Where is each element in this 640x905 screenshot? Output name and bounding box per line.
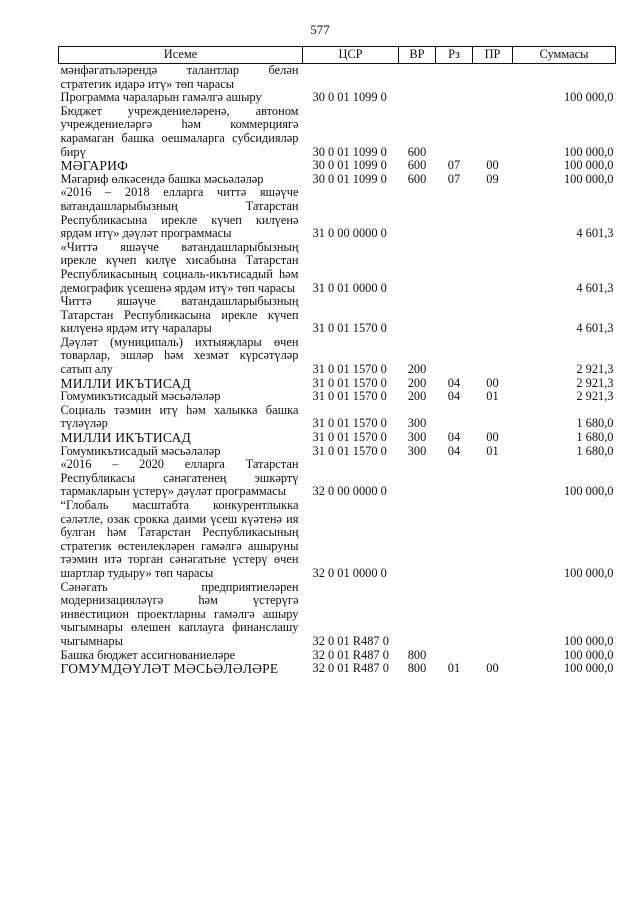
cell-rz: 04 — [447, 389, 461, 404]
cell-pr — [473, 64, 513, 92]
table-header — [59, 47, 616, 64]
cell-pr: 00 — [486, 430, 499, 445]
cell-vr — [399, 91, 436, 105]
cell-pr — [473, 458, 513, 499]
header-vr: ВР — [399, 47, 436, 64]
cell-pr — [473, 241, 513, 295]
table-row — [59, 445, 616, 459]
cell-vr: 600 — [407, 158, 427, 173]
cell-name: «2016 – 2020 елларга Татарстан Республикасы сәнәгатенең эшкәртү тармакларын үстерү» дәүләт программасы — [60, 457, 299, 499]
cell-sum: 4 601,3 — [576, 321, 614, 336]
cell-sum: 100 000,0 — [563, 484, 614, 499]
cell-rz — [436, 649, 473, 663]
cell-name: Бюджет учреждениеләренә, автоном учреждениеләргә һәм коммерциягә карамаган башка оешмаларга субсидияләр бирү — [60, 103, 299, 159]
cell-vr — [399, 458, 436, 499]
cell-rz — [436, 336, 473, 377]
cell-rz: 01 — [447, 661, 461, 676]
cell-rz: 07 — [447, 158, 461, 173]
cell-rz: 04 — [447, 443, 461, 458]
budget-table — [58, 46, 616, 676]
cell-sum: 100 000,0 — [563, 144, 614, 159]
cell-rz: 07 — [447, 171, 461, 186]
cell-rz — [436, 186, 473, 240]
table-row — [59, 295, 616, 336]
cell-sum: 100 000,0 — [563, 633, 614, 648]
cell-rz — [436, 581, 473, 649]
table-row — [59, 336, 616, 377]
cell-sum: 1 680,0 — [576, 430, 614, 445]
cell-name: Гомумикътисадый мәсьәләләр — [60, 443, 221, 458]
cell-rz: 04 — [447, 375, 461, 390]
cell-csr: 31 0 01 1570 0 — [312, 443, 387, 458]
cell-csr: 31 0 01 1570 0 — [312, 416, 387, 431]
cell-csr: 31 0 01 1570 0 — [312, 362, 387, 377]
cell-sum: 1 680,0 — [576, 443, 614, 458]
cell-name: Читтә яшәүче ватандашларыбызның Татарстан Республикасына ирекле күчеп килүенә ярдәм итү чаралары — [60, 294, 299, 336]
cell-csr: 31 0 01 1570 0 — [312, 389, 387, 404]
cell-csr: 31 0 01 1570 0 — [312, 430, 387, 445]
cell-sum: 100 000,0 — [563, 171, 614, 186]
cell-sum: 100 000,0 — [563, 647, 614, 662]
cell-sum: 100 000,0 — [563, 90, 614, 105]
cell-pr: 00 — [486, 158, 499, 173]
cell-rz — [436, 295, 473, 336]
cell-name: Социаль тәэмин итү һәм халыкка башка түләүләр — [60, 402, 299, 431]
cell-rz — [436, 105, 473, 159]
cell-name: ГОМУМДӘҮЛӘТ МӘСЬӘЛӘЛӘРЕ — [60, 661, 279, 677]
cell-pr — [473, 295, 513, 336]
cell-pr: 00 — [486, 661, 499, 676]
page-number: 577 — [310, 22, 330, 37]
cell-pr — [473, 336, 513, 377]
cell-name: МИЛЛИ ИКЪТИСАД — [60, 375, 191, 391]
cell-csr: 31 0 01 1570 0 — [312, 321, 387, 336]
cell-vr — [399, 186, 436, 240]
cell-sum: 100 000,0 — [563, 565, 614, 580]
cell-sum: 100 000,0 — [563, 158, 614, 173]
cell-sum: 4 601,3 — [576, 226, 614, 241]
cell-pr: 00 — [486, 375, 499, 390]
cell-pr: 01 — [486, 443, 499, 458]
cell-vr: 200 — [407, 362, 427, 377]
table-row — [59, 458, 616, 499]
cell-sum: 1 680,0 — [576, 416, 614, 431]
cell-pr — [473, 581, 513, 649]
header-rz: Рз — [436, 47, 473, 64]
cell-vr: 600 — [407, 144, 427, 159]
cell-name: Дәүләт (муниципаль) ихтыяҗлары өчен товарлар, эшләр һәм хезмәт күрсәтүләр сатып алу — [60, 334, 299, 377]
cell-vr: 300 — [407, 416, 427, 431]
table-row — [59, 64, 616, 92]
cell-name: «Читтә яшәүче ватандашларыбызның ирекле күчеп килүе хисабына Татарстан Республикасының социаль-икътисадый һәм демографик үсешенә ярдәм итү» төп чарасы — [60, 239, 299, 295]
cell-name: «2016 – 2018 елларга читтә яшәүче ватандашларыбызның Татарстан Республикасына ирекле күчеп килүенә ярдәм итү» дәүләт программасы — [60, 185, 299, 241]
cell-pr — [473, 404, 513, 431]
cell-name: Сәнәгать предприятиеләрен модернизацияләүгә һәм үстерүгә инвестицион проектларны гамәлгә ашыру чыгымнары өлешен каплауга финанслашу чыгымнары — [60, 579, 299, 648]
cell-name: Гомумикътисадый мәсьәләләр — [60, 389, 221, 404]
cell-pr — [473, 91, 513, 105]
cell-csr: 31 0 00 0000 0 — [312, 226, 387, 241]
cell-sum: 4 601,3 — [576, 280, 614, 295]
table-row — [59, 186, 616, 240]
table-row — [59, 662, 616, 676]
table-row — [59, 404, 616, 431]
cell-sum — [513, 64, 616, 92]
cell-vr — [399, 499, 436, 581]
cell-csr — [303, 64, 399, 92]
cell-name: МӘГАРИФ — [60, 158, 129, 174]
cell-vr: 300 — [407, 430, 427, 445]
cell-csr: 32 0 00 0000 0 — [312, 484, 387, 499]
cell-sum: 2 921,3 — [576, 389, 614, 404]
table-row — [59, 91, 616, 105]
table-row — [59, 241, 616, 295]
table-body — [59, 64, 616, 676]
table-row — [59, 431, 616, 445]
cell-vr: 800 — [407, 647, 427, 662]
cell-name: мәнфәгатьләрендә талантлар белән стратегик идарә итү» төп чарасы — [60, 63, 299, 91]
table-row — [59, 173, 616, 187]
cell-vr: 600 — [407, 171, 427, 186]
cell-csr: 32 0 01 0000 0 — [312, 565, 387, 580]
cell-csr: 32 0 01 R487 0 — [312, 647, 389, 662]
header-sum: Суммасы — [513, 47, 616, 64]
table-row — [59, 390, 616, 404]
cell-pr: 01 — [486, 389, 499, 404]
cell-csr: 30 0 01 1099 0 — [312, 158, 387, 173]
cell-name: Программа чараларын гамәлгә ашыру — [60, 90, 262, 105]
header-pr: ПР — [473, 47, 513, 64]
header-csr: ЦСР — [303, 47, 399, 64]
cell-vr: 800 — [407, 661, 427, 676]
cell-vr — [399, 241, 436, 295]
cell-sum: 100 000,0 — [563, 661, 614, 676]
table-row — [59, 105, 616, 159]
cell-csr: 31 0 01 1570 0 — [312, 375, 387, 390]
cell-vr — [399, 64, 436, 92]
cell-rz — [436, 91, 473, 105]
cell-rz — [436, 458, 473, 499]
table-row — [59, 159, 616, 173]
cell-csr: 30 0 01 1099 0 — [312, 90, 387, 105]
table-row — [59, 377, 616, 391]
cell-csr: 30 0 01 1099 0 — [312, 144, 387, 159]
cell-name: Мәгариф өлкәсендә башка мәсьәләләр — [60, 171, 264, 186]
cell-name: МИЛЛИ ИКЪТИСАД — [60, 430, 191, 446]
table-row — [59, 499, 616, 581]
cell-vr — [399, 295, 436, 336]
cell-sum: 2 921,3 — [576, 362, 614, 377]
cell-rz — [436, 499, 473, 581]
cell-rz: 04 — [447, 430, 461, 445]
cell-pr — [473, 499, 513, 581]
cell-pr — [473, 105, 513, 159]
cell-vr — [399, 581, 436, 649]
cell-name: “Глобаль масштабта конкурентлыкка сәләтле, озак срокка даими үсеш күәтенә ия булган һәм Татарстан Республикасының стратегик өстенлекләрен гамәлгә ашыруны тәэмин итә торган сәнәгатьне үстерү өчен шартлар тудыру» төп чарасы — [60, 498, 299, 580]
cell-vr: 200 — [407, 375, 427, 390]
cell-pr — [473, 186, 513, 240]
cell-rz — [436, 241, 473, 295]
cell-name: Башка бюджет ассигнованиеләре — [60, 647, 236, 662]
cell-sum: 2 921,3 — [576, 375, 614, 390]
cell-csr: 30 0 01 1099 0 — [312, 171, 387, 186]
cell-csr: 31 0 01 0000 0 — [312, 280, 387, 295]
table-row — [59, 649, 616, 663]
table-row — [59, 581, 616, 649]
cell-rz — [436, 64, 473, 92]
cell-csr: 32 0 01 R487 0 — [312, 661, 389, 676]
cell-pr: 09 — [486, 171, 499, 186]
cell-vr: 300 — [407, 443, 427, 458]
header-name: Исеме — [59, 47, 303, 64]
cell-csr: 32 0 01 R487 0 — [312, 633, 389, 648]
cell-vr: 200 — [407, 389, 427, 404]
cell-rz — [436, 404, 473, 431]
cell-pr — [473, 649, 513, 663]
